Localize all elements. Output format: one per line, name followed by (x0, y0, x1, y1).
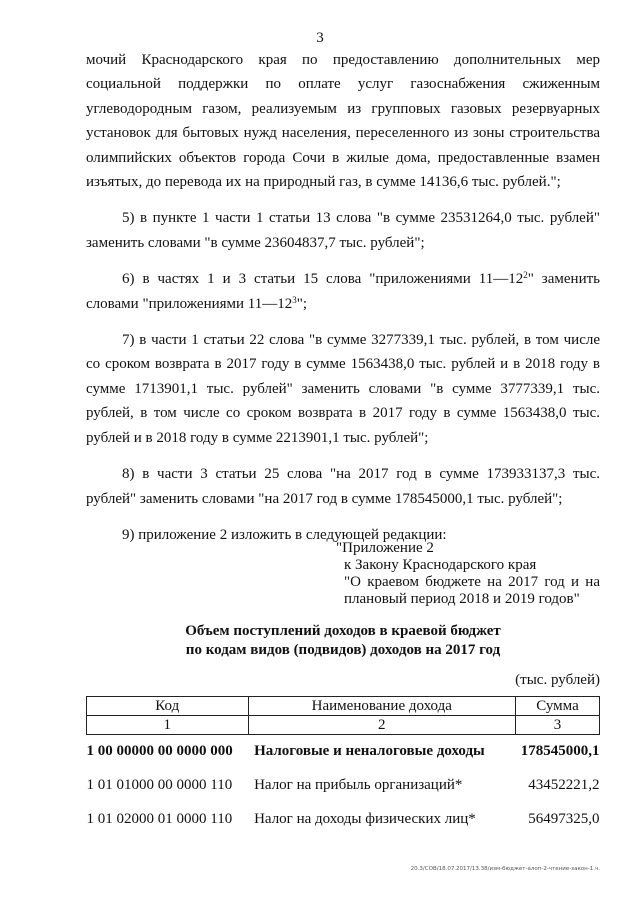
header-name: Наименование дохода (248, 697, 515, 716)
appendix-line-2: к Закону Краснодарского края (344, 557, 537, 573)
para6-superscript-a: 2 (523, 270, 528, 281)
paragraph-item-9: 9) приложение 2 изложить в следующей редакции: (122, 526, 447, 543)
table-title (86, 622, 600, 660)
paragraph-item-6 (86, 267, 600, 316)
header-code: Код (87, 697, 249, 716)
row-sum: 178545000,1 (520, 743, 600, 760)
row-code: 1 01 02000 01 0000 110 (86, 811, 233, 827)
column-number-3: 3 (516, 716, 600, 735)
document-footer-id: 20.3/СОВ/18.07.2017/13.38/изм-бюджет-алоп-2-чтение-закон-1.ч. (410, 866, 600, 872)
revenue-table (86, 696, 600, 837)
table-header-row (87, 697, 600, 716)
para6-part-b: " заменить словами "приложениями 11—12 (86, 271, 600, 312)
table-title-line-1: Объем поступлений доходов в краевой бюджет (185, 623, 501, 639)
para6-part-a: 6) в частях 1 и 3 статьи 15 слова "приложениями 11—12 (122, 271, 524, 288)
table-row (87, 735, 600, 769)
row-code: 1 00 00000 00 0000 000 (86, 743, 233, 760)
header-sum: Сумма (516, 697, 600, 716)
row-name: Налог на доходы физических лиц* (254, 811, 476, 827)
paragraph-item-8: 8) в части 3 статьи 25 слова "на 2017 год в сумме 173933137,3 тыс. рублей" заменить словами "на 2017 год в сумме 178545000,1 тыс. рублей"; (86, 466, 600, 507)
column-number-2: 2 (248, 716, 515, 735)
appendix-line-4: плановый период 2018 и 2019 годов" (344, 591, 580, 607)
row-sum: 56497325,0 (528, 811, 600, 827)
row-name: Налоговые и неналоговые доходы (254, 743, 485, 760)
table-title-line-2: по кодам видов (подвидов) доходов на 2017 год (185, 642, 501, 658)
row-name: Налог на прибыль организаций* (254, 777, 463, 793)
para6-part-c: "; (296, 295, 308, 312)
units-label: (тыс. рублей) (515, 672, 600, 688)
table-row (87, 769, 600, 803)
para6-superscript-b: 3 (292, 294, 297, 305)
row-sum: 43452221,2 (528, 777, 600, 793)
row-code: 1 01 01000 00 0000 110 (86, 777, 233, 793)
table-row (87, 803, 600, 837)
paragraph-continuation: мочий Краснодарского края по предоставлению дополнительных мер социальной поддержки по оплате услуг газоснабжения сжиженным углеводородным газом, реализуемым из групповых газовых резервуарных установок для бытовых нужд населения, переселенного из зоны строительства олимпийских объектов города Сочи в жилые дома, предоставленные взамен изъятых, до перевода их на природный газ, в сумме 14136,6 тыс. рублей."; (86, 52, 600, 191)
table-column-numbers-row (87, 716, 600, 735)
paragraph-item-5: 5) в пункте 1 части 1 статьи 13 слова "в сумме 23531264,0 тыс. рублей" заменить словами "в сумме 23604837,7 тыс. рублей"; (86, 210, 600, 251)
appendix-line-1: "Приложение 2 (336, 540, 434, 556)
column-number-1: 1 (87, 716, 249, 735)
document-body (86, 48, 600, 547)
appendix-line-3: "О краевом бюджете на 2017 год и на (344, 574, 600, 590)
appendix-heading (336, 540, 600, 608)
page-number: 3 (316, 30, 324, 46)
paragraph-item-7: 7) в части 1 статьи 22 слова "в сумме 3277339,1 тыс. рублей, в том числе со сроком возврата в 2017 году в сумме 1563438,0 тыс. рублей и в 2018 году в сумме 1713901,1 тыс. рублей" заменить словами "в сумме 3777339,1 тыс. рублей, в том числе со сроком возврата в 2017 году в сумме 1563438,0 тыс. рублей и в 2018 году в сумме 2213901,1 тыс. рублей"; (86, 332, 600, 446)
